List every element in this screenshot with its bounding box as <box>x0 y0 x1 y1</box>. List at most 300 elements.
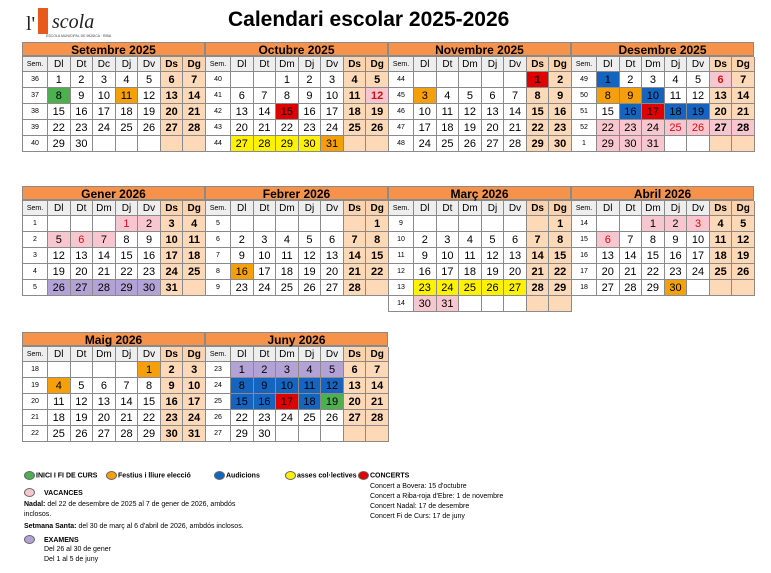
week-number: 37 <box>23 88 48 104</box>
week-column-header: Sem. <box>572 57 597 72</box>
concert-line: Concert a Bovera: 15 d'octubre <box>370 483 467 490</box>
day-cell: 20 <box>344 394 367 410</box>
day-cell: 11 <box>344 88 367 104</box>
day-cell: 9 <box>665 232 688 248</box>
day-cell: 3 <box>254 232 277 248</box>
day-cell: 6 <box>93 378 116 394</box>
day-cell: 7 <box>93 232 116 248</box>
day-cell: 23 <box>161 410 184 426</box>
day-cell: 23 <box>71 120 94 136</box>
day-column-header: Dj <box>665 201 688 216</box>
day-cell: 21 <box>732 104 755 120</box>
red-dot-icon <box>358 471 369 480</box>
week-number: 5 <box>206 216 231 232</box>
week-number: 38 <box>23 104 48 120</box>
day-cell <box>437 72 460 88</box>
day-cell: 4 <box>299 362 322 378</box>
day-cell: 1 <box>549 216 572 232</box>
week-column-header: Sem. <box>23 201 48 216</box>
day-cell: 26 <box>732 264 755 280</box>
day-cell: 3 <box>183 362 206 378</box>
day-cell: 12 <box>687 88 710 104</box>
day-cell: 3 <box>161 216 184 232</box>
month-grid <box>388 200 571 312</box>
day-cell: 13 <box>231 104 254 120</box>
day-cell: 22 <box>48 120 71 136</box>
week-number: 23 <box>206 362 231 378</box>
day-column-header: Dm <box>276 201 299 216</box>
week-column-header: Sem. <box>572 201 597 216</box>
svg-text:l': l' <box>26 13 36 35</box>
day-cell: 25 <box>299 410 322 426</box>
day-cell: 20 <box>71 264 94 280</box>
day-cell: 3 <box>93 72 116 88</box>
day-cell <box>732 136 755 152</box>
day-cell: 19 <box>482 264 505 280</box>
day-cell: 7 <box>732 72 755 88</box>
day-cell: 16 <box>231 264 254 280</box>
day-cell: 28 <box>254 136 277 152</box>
day-cell: 13 <box>710 88 733 104</box>
day-cell: 5 <box>138 72 161 88</box>
day-cell: 1 <box>116 216 139 232</box>
day-cell: 2 <box>665 216 688 232</box>
legend-festius: Festius i lliure elecció <box>106 471 191 480</box>
examens-lines: Del 26 al 30 de gener Del 1 al 5 de juny <box>44 546 111 563</box>
day-column-header: Dg <box>183 347 206 362</box>
day-cell: 3 <box>437 232 460 248</box>
day-cell: 11 <box>437 104 460 120</box>
day-cell: 5 <box>321 362 344 378</box>
day-cell: 15 <box>276 104 299 120</box>
santa-text: Setmana Santa: del 30 de març al 6 d'abril de 2026, ambdós inclosos. <box>24 523 244 530</box>
school-logo <box>26 6 176 40</box>
day-cell: 7 <box>620 232 643 248</box>
day-cell: 4 <box>48 378 71 394</box>
day-cell: 16 <box>414 264 437 280</box>
svg-text:ESCOLA MUNICIPAL DE MÚSICA · R: ESCOLA MUNICIPAL DE MÚSICA · RIBA <box>46 34 112 38</box>
day-cell: 23 <box>299 120 322 136</box>
day-cell: 25 <box>276 280 299 296</box>
day-cell: 11 <box>459 248 482 264</box>
day-cell <box>504 216 527 232</box>
day-cell: 22 <box>366 264 389 280</box>
week-number: 36 <box>23 72 48 88</box>
day-cell <box>527 216 550 232</box>
day-cell: 12 <box>138 88 161 104</box>
week-number: 9 <box>206 280 231 296</box>
day-cell: 23 <box>254 410 277 426</box>
day-cell: 26 <box>482 280 505 296</box>
day-cell: 10 <box>642 88 665 104</box>
day-cell: 27 <box>93 426 116 442</box>
day-cell: 15 <box>597 104 620 120</box>
day-cell: 9 <box>414 248 437 264</box>
week-number: 41 <box>206 88 231 104</box>
week-number: 45 <box>389 88 414 104</box>
day-column-header: Dj <box>116 57 139 72</box>
week-number: 40 <box>23 136 48 152</box>
day-column-header: Dl <box>48 57 71 72</box>
day-cell: 6 <box>710 72 733 88</box>
day-cell <box>710 136 733 152</box>
day-cell: 29 <box>642 280 665 296</box>
day-cell: 29 <box>138 426 161 442</box>
month-title: Gener 2026 <box>22 186 205 200</box>
month-title: Novembre 2025 <box>388 42 571 56</box>
pink-dot-icon <box>24 488 35 497</box>
week-number: 17 <box>572 264 597 280</box>
day-cell: 6 <box>231 88 254 104</box>
day-column-header: Dg <box>183 57 206 72</box>
day-cell: 16 <box>161 394 184 410</box>
day-cell: 17 <box>642 104 665 120</box>
week-number: 11 <box>389 248 414 264</box>
day-cell <box>183 136 206 152</box>
day-column-header: Dv <box>321 201 344 216</box>
day-cell: 1 <box>527 72 550 88</box>
month-grid <box>388 56 571 152</box>
day-cell: 21 <box>254 120 277 136</box>
day-cell: 5 <box>71 378 94 394</box>
day-cell: 24 <box>642 120 665 136</box>
day-cell: 16 <box>549 104 572 120</box>
week-number: 16 <box>572 248 597 264</box>
day-cell: 11 <box>299 378 322 394</box>
day-column-header: Dg <box>549 57 572 72</box>
week-number: 10 <box>389 232 414 248</box>
day-cell: 1 <box>48 72 71 88</box>
week-number: 15 <box>572 232 597 248</box>
day-cell: 6 <box>321 232 344 248</box>
day-cell: 2 <box>231 232 254 248</box>
day-cell: 29 <box>231 426 254 442</box>
day-column-header: Dl <box>597 57 620 72</box>
concert-line: Concert a Riba-roja d'Ebre: 1 de novembre <box>370 493 504 500</box>
day-cell: 21 <box>620 264 643 280</box>
day-cell: 23 <box>414 280 437 296</box>
month-title: Octubre 2025 <box>205 42 388 56</box>
day-cell: 21 <box>527 264 550 280</box>
day-column-header: Dt <box>71 201 94 216</box>
day-column-header: Dj <box>482 57 505 72</box>
day-cell: 16 <box>254 394 277 410</box>
day-cell: 25 <box>437 136 460 152</box>
day-cell: 31 <box>642 136 665 152</box>
day-cell: 9 <box>549 88 572 104</box>
day-cell: 19 <box>321 394 344 410</box>
day-cell <box>482 72 505 88</box>
day-cell: 1 <box>597 72 620 88</box>
day-cell: 11 <box>116 88 139 104</box>
day-cell: 29 <box>48 136 71 152</box>
month-calendar <box>205 332 388 442</box>
day-cell: 25 <box>183 264 206 280</box>
day-cell: 2 <box>254 362 277 378</box>
week-number: 7 <box>206 248 231 264</box>
day-cell <box>504 296 527 312</box>
day-cell: 14 <box>254 104 277 120</box>
month-calendar <box>205 186 388 296</box>
legend-vacances <box>24 488 36 497</box>
day-cell: 14 <box>504 104 527 120</box>
day-cell: 4 <box>710 216 733 232</box>
day-column-header: Dg <box>732 201 755 216</box>
logo-mark <box>26 6 176 40</box>
day-cell: 18 <box>665 104 688 120</box>
day-cell: 7 <box>254 88 277 104</box>
svg-text:scola: scola <box>52 11 95 33</box>
day-cell <box>48 216 71 232</box>
day-cell <box>93 362 116 378</box>
week-column-header: Sem. <box>206 201 231 216</box>
day-cell: 21 <box>116 410 139 426</box>
day-cell: 2 <box>620 72 643 88</box>
day-cell: 8 <box>527 88 550 104</box>
day-cell: 31 <box>161 280 184 296</box>
day-cell: 18 <box>276 264 299 280</box>
day-column-header: Dv <box>138 347 161 362</box>
day-cell: 24 <box>276 410 299 426</box>
day-cell <box>482 216 505 232</box>
day-column-header: Dt <box>71 347 94 362</box>
day-cell: 18 <box>299 394 322 410</box>
week-number: 22 <box>23 426 48 442</box>
day-cell <box>366 136 389 152</box>
nadal-text: Nadal: del 22 de desembre de 2025 al 7 de gener de 2026, ambdós inclosos. <box>24 501 236 518</box>
day-cell: 28 <box>183 120 206 136</box>
day-cell <box>254 72 277 88</box>
week-number: 18 <box>572 280 597 296</box>
day-cell <box>276 216 299 232</box>
week-number: 1 <box>23 216 48 232</box>
day-cell: 19 <box>687 104 710 120</box>
day-cell: 19 <box>48 264 71 280</box>
day-cell: 28 <box>732 120 755 136</box>
week-column-header: Sem. <box>389 201 414 216</box>
day-cell: 5 <box>459 88 482 104</box>
day-cell: 4 <box>459 232 482 248</box>
day-cell: 3 <box>687 216 710 232</box>
concert-lines <box>370 482 503 522</box>
day-cell: 30 <box>299 136 322 152</box>
day-cell: 21 <box>183 104 206 120</box>
day-column-header: Dv <box>687 201 710 216</box>
day-cell: 16 <box>299 104 322 120</box>
day-cell: 9 <box>620 88 643 104</box>
day-cell: 5 <box>48 232 71 248</box>
day-cell: 25 <box>116 120 139 136</box>
day-cell: 5 <box>482 232 505 248</box>
day-cell <box>710 280 733 296</box>
day-cell: 19 <box>366 104 389 120</box>
day-cell: 6 <box>71 232 94 248</box>
day-cell: 10 <box>183 378 206 394</box>
orange-dot-icon <box>106 471 117 480</box>
day-cell <box>366 426 389 442</box>
day-cell: 22 <box>276 120 299 136</box>
week-number: 6 <box>206 232 231 248</box>
day-cell: 22 <box>549 264 572 280</box>
week-number: 49 <box>572 72 597 88</box>
day-cell: 24 <box>93 120 116 136</box>
day-column-header: Dl <box>414 57 437 72</box>
week-column-header: Sem. <box>23 57 48 72</box>
week-number: 27 <box>206 426 231 442</box>
day-column-header: Dv <box>138 201 161 216</box>
day-column-header: Dj <box>482 201 505 216</box>
day-cell <box>459 296 482 312</box>
day-cell: 7 <box>527 232 550 248</box>
day-cell: 8 <box>549 232 572 248</box>
day-cell: 27 <box>504 280 527 296</box>
week-number: 25 <box>206 394 231 410</box>
day-cell: 27 <box>71 280 94 296</box>
legend-concerts: CONCERTS <box>358 471 409 480</box>
day-cell: 28 <box>344 280 367 296</box>
week-number: 46 <box>389 104 414 120</box>
day-cell: 17 <box>254 264 277 280</box>
day-column-header: Dt <box>254 201 277 216</box>
day-cell: 25 <box>344 120 367 136</box>
day-column-header: Dm <box>93 201 116 216</box>
day-cell: 6 <box>344 362 367 378</box>
day-column-header: Ds <box>527 57 550 72</box>
day-cell: 7 <box>344 232 367 248</box>
day-cell: 25 <box>459 280 482 296</box>
day-cell: 15 <box>527 104 550 120</box>
day-cell <box>549 296 572 312</box>
day-cell <box>665 136 688 152</box>
day-cell: 15 <box>642 248 665 264</box>
week-number: 3 <box>23 248 48 264</box>
day-column-header: Ds <box>161 201 184 216</box>
day-cell: 8 <box>642 232 665 248</box>
day-cell: 12 <box>299 248 322 264</box>
day-cell: 30 <box>414 296 437 312</box>
day-cell: 5 <box>299 232 322 248</box>
day-cell: 4 <box>344 72 367 88</box>
day-column-header: Dm <box>459 201 482 216</box>
day-cell: 29 <box>116 280 139 296</box>
day-cell: 11 <box>183 232 206 248</box>
day-cell: 21 <box>344 264 367 280</box>
day-cell: 26 <box>71 426 94 442</box>
day-cell: 27 <box>597 280 620 296</box>
month-grid <box>571 56 754 152</box>
day-cell <box>687 280 710 296</box>
day-cell: 10 <box>161 232 184 248</box>
day-cell: 12 <box>482 248 505 264</box>
concert-line: Concert Fi de Curs: 17 de juny <box>370 513 465 520</box>
day-cell: 6 <box>161 72 184 88</box>
week-number: 47 <box>389 120 414 136</box>
day-cell: 11 <box>665 88 688 104</box>
day-cell: 26 <box>366 120 389 136</box>
day-cell: 17 <box>414 120 437 136</box>
day-cell: 28 <box>620 280 643 296</box>
day-cell: 22 <box>116 264 139 280</box>
day-cell: 9 <box>161 378 184 394</box>
week-number: 18 <box>23 362 48 378</box>
yellow-dot-icon <box>285 471 296 480</box>
day-cell: 26 <box>687 120 710 136</box>
day-cell: 14 <box>527 248 550 264</box>
day-cell: 1 <box>642 216 665 232</box>
day-cell <box>437 216 460 232</box>
day-cell: 30 <box>549 136 572 152</box>
day-cell: 15 <box>366 248 389 264</box>
day-cell: 31 <box>183 426 206 442</box>
day-cell: 19 <box>459 120 482 136</box>
day-cell: 24 <box>414 136 437 152</box>
day-cell: 10 <box>687 232 710 248</box>
week-number: 8 <box>206 264 231 280</box>
day-cell: 3 <box>276 362 299 378</box>
day-cell: 22 <box>597 120 620 136</box>
day-column-header: Dv <box>321 57 344 72</box>
legend-examens <box>24 535 36 544</box>
day-cell: 15 <box>138 394 161 410</box>
day-cell: 1 <box>276 72 299 88</box>
day-cell: 9 <box>71 88 94 104</box>
week-number: 14 <box>389 296 414 312</box>
day-column-header: Ds <box>344 347 367 362</box>
day-cell: 29 <box>276 136 299 152</box>
month-calendar <box>22 332 205 442</box>
day-cell: 29 <box>549 280 572 296</box>
day-cell: 27 <box>482 136 505 152</box>
day-column-header: Dm <box>642 201 665 216</box>
day-cell: 7 <box>504 88 527 104</box>
month-calendar <box>388 186 571 312</box>
day-column-header: Ds <box>161 347 184 362</box>
day-cell: 12 <box>71 394 94 410</box>
week-number: 44 <box>389 72 414 88</box>
week-number: 1 <box>572 136 597 152</box>
week-number: 13 <box>389 280 414 296</box>
day-column-header: Dj <box>116 347 139 362</box>
day-cell: 20 <box>321 264 344 280</box>
day-column-header: Dj <box>299 347 322 362</box>
day-cell: 26 <box>138 120 161 136</box>
day-cell: 21 <box>93 264 116 280</box>
month-title: Abril 2026 <box>571 186 754 200</box>
day-cell: 31 <box>321 136 344 152</box>
day-cell: 18 <box>183 248 206 264</box>
week-column-header: Sem. <box>206 57 231 72</box>
day-cell: 9 <box>254 378 277 394</box>
day-cell: 16 <box>665 248 688 264</box>
day-column-header: Dj <box>116 201 139 216</box>
day-cell: 10 <box>93 88 116 104</box>
day-cell: 10 <box>437 248 460 264</box>
day-cell: 1 <box>366 216 389 232</box>
day-column-header: Dm <box>276 347 299 362</box>
day-cell: 15 <box>48 104 71 120</box>
day-cell: 8 <box>366 232 389 248</box>
day-cell <box>732 280 755 296</box>
day-cell: 15 <box>116 248 139 264</box>
day-cell: 2 <box>71 72 94 88</box>
day-column-header: Ds <box>710 57 733 72</box>
day-cell: 27 <box>321 280 344 296</box>
month-grid <box>571 200 754 296</box>
day-cell: 30 <box>71 136 94 152</box>
month-title: Setembre 2025 <box>22 42 205 56</box>
day-cell: 6 <box>597 232 620 248</box>
day-column-header: Dv <box>138 57 161 72</box>
